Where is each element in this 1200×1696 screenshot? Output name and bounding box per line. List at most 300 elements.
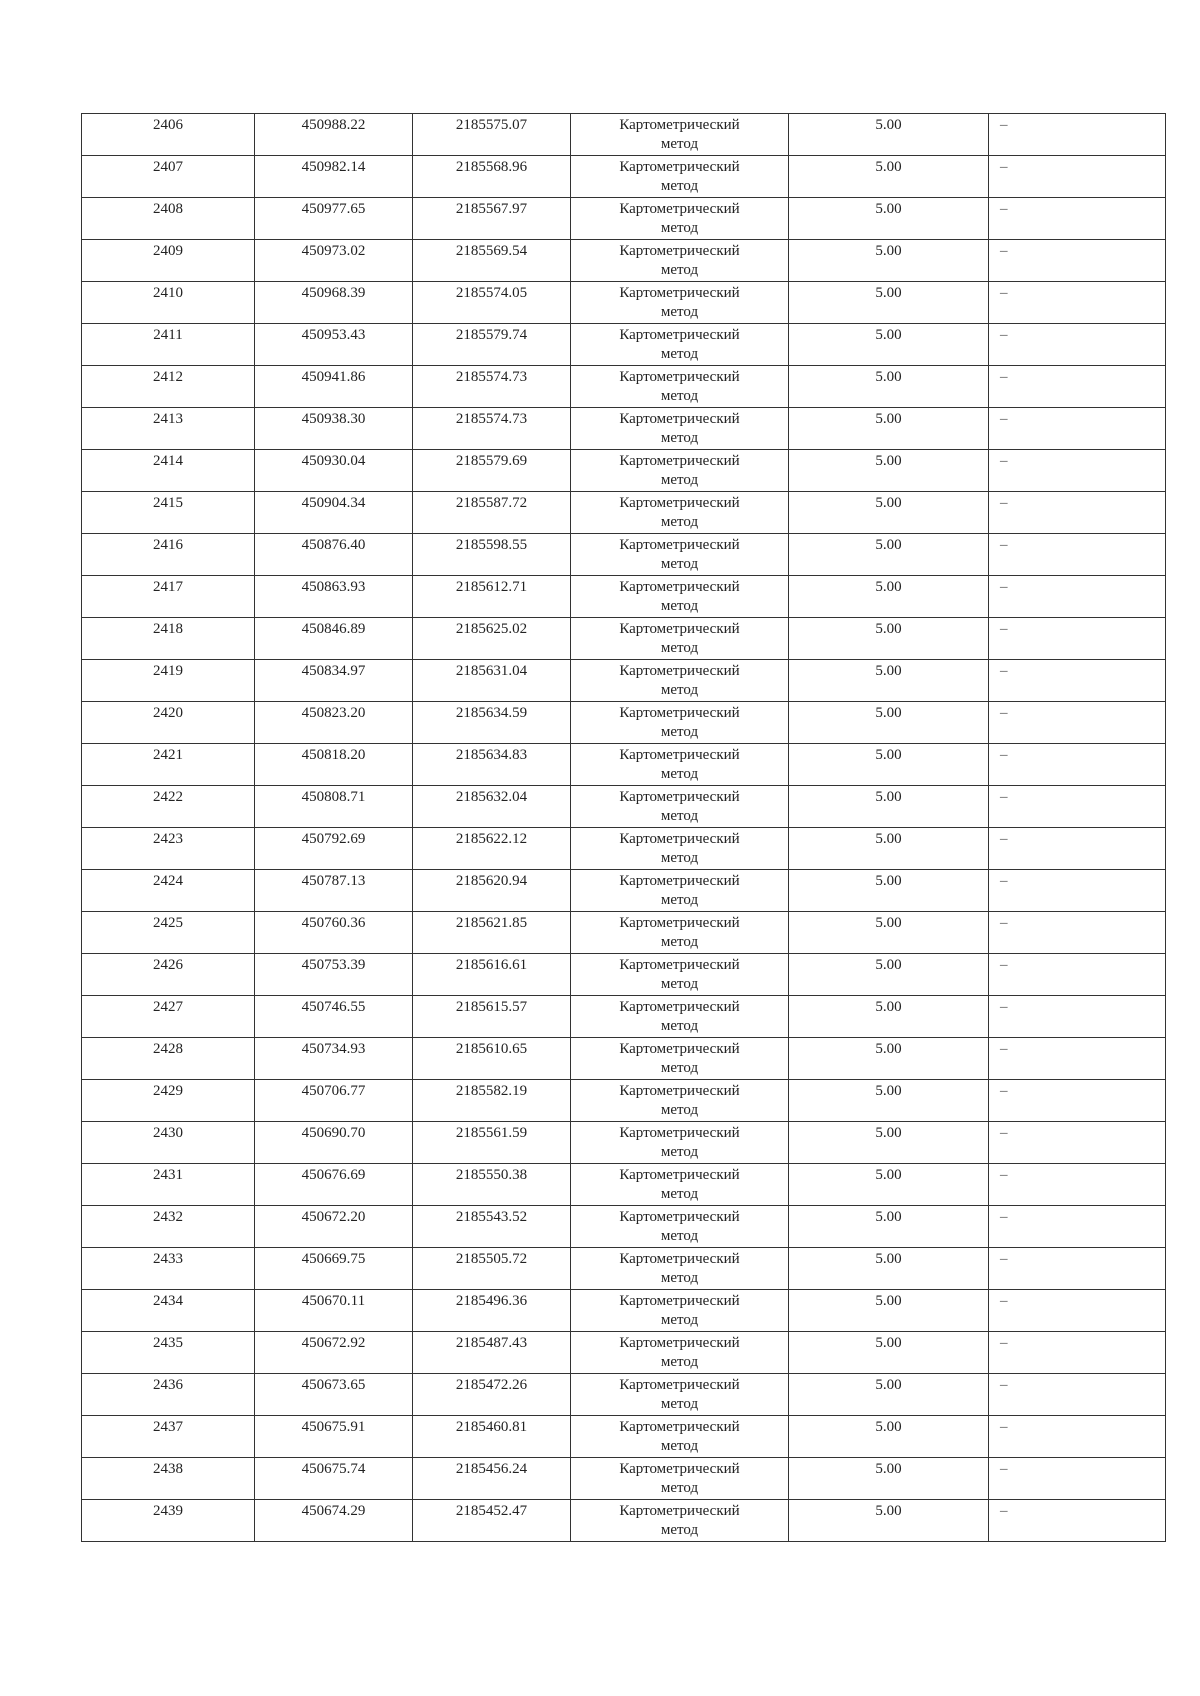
x-coordinate-cell: 450930.04	[255, 450, 413, 492]
table-row	[82, 534, 1166, 576]
method-line-2: метод	[660, 136, 699, 152]
description-cell: –	[989, 114, 1166, 156]
y-coordinate-cell: 2185616.61	[413, 954, 571, 996]
method-line-2: метод	[660, 598, 699, 614]
table-row	[82, 1374, 1166, 1416]
table-row	[82, 996, 1166, 1038]
point-number-cell: 2431	[82, 1164, 255, 1206]
table-row	[82, 1122, 1166, 1164]
y-coordinate-cell: 2185587.72	[413, 492, 571, 534]
accuracy-cell: 5.00	[789, 1080, 989, 1122]
accuracy-cell: 5.00	[789, 1332, 989, 1374]
point-number-cell: 2425	[82, 912, 255, 954]
x-coordinate-cell: 450787.13	[255, 870, 413, 912]
accuracy-cell: 5.00	[789, 870, 989, 912]
x-coordinate-cell: 450676.69	[255, 1164, 413, 1206]
x-coordinate-cell: 450863.93	[255, 576, 413, 618]
y-coordinate-cell: 2185622.12	[413, 828, 571, 870]
method-line-1: Картометрический	[619, 1041, 740, 1057]
accuracy-cell: 5.00	[789, 324, 989, 366]
point-number-cell: 2407	[82, 156, 255, 198]
accuracy-cell: 5.00	[789, 660, 989, 702]
description-cell: –	[989, 576, 1166, 618]
table-row	[82, 828, 1166, 870]
x-coordinate-cell: 450818.20	[255, 744, 413, 786]
y-coordinate-cell: 2185598.55	[413, 534, 571, 576]
description-cell: –	[989, 954, 1166, 996]
y-coordinate-cell: 2185621.85	[413, 912, 571, 954]
description-cell: –	[989, 1416, 1166, 1458]
x-coordinate-cell: 450941.86	[255, 366, 413, 408]
y-coordinate-cell: 2185505.72	[413, 1248, 571, 1290]
method-line-2: метод	[660, 1186, 699, 1202]
x-coordinate-cell: 450904.34	[255, 492, 413, 534]
point-number-cell: 2436	[82, 1374, 255, 1416]
description-cell: –	[989, 1332, 1166, 1374]
x-coordinate-cell: 450968.39	[255, 282, 413, 324]
description-cell: –	[989, 660, 1166, 702]
table-row	[82, 114, 1166, 156]
x-coordinate-cell: 450673.65	[255, 1374, 413, 1416]
point-number-cell: 2433	[82, 1248, 255, 1290]
y-coordinate-cell: 2185632.04	[413, 786, 571, 828]
y-coordinate-cell: 2185550.38	[413, 1164, 571, 1206]
table-row	[82, 156, 1166, 198]
accuracy-cell: 5.00	[789, 534, 989, 576]
method-cell	[571, 954, 789, 996]
method-cell	[571, 996, 789, 1038]
method-line-1: Картометрический	[619, 1503, 740, 1519]
table-row	[82, 1332, 1166, 1374]
accuracy-cell: 5.00	[789, 1416, 989, 1458]
method-line-1: Картометрический	[619, 1125, 740, 1141]
coordinates-table	[81, 113, 1166, 1542]
point-number-cell: 2419	[82, 660, 255, 702]
table-row	[82, 1290, 1166, 1332]
accuracy-cell: 5.00	[789, 1500, 989, 1542]
x-coordinate-cell: 450834.97	[255, 660, 413, 702]
accuracy-cell: 5.00	[789, 1122, 989, 1164]
point-number-cell: 2410	[82, 282, 255, 324]
accuracy-cell: 5.00	[789, 744, 989, 786]
method-line-1: Картометрический	[619, 957, 740, 973]
table-row	[82, 1500, 1166, 1542]
method-line-1: Картометрический	[619, 495, 740, 511]
method-cell	[571, 1374, 789, 1416]
accuracy-cell: 5.00	[789, 912, 989, 954]
point-number-cell: 2406	[82, 114, 255, 156]
description-cell: –	[989, 282, 1166, 324]
table-row	[82, 198, 1166, 240]
description-cell: –	[989, 198, 1166, 240]
description-cell: –	[989, 240, 1166, 282]
method-cell	[571, 576, 789, 618]
x-coordinate-cell: 450953.43	[255, 324, 413, 366]
x-coordinate-cell: 450808.71	[255, 786, 413, 828]
y-coordinate-cell: 2185582.19	[413, 1080, 571, 1122]
method-line-2: метод	[660, 1228, 699, 1244]
table-row	[82, 282, 1166, 324]
method-line-2: метод	[660, 1480, 699, 1496]
point-number-cell: 2423	[82, 828, 255, 870]
method-line-2: метод	[660, 1270, 699, 1286]
table-row	[82, 240, 1166, 282]
method-line-2: метод	[660, 934, 699, 950]
table-row	[82, 1416, 1166, 1458]
point-number-cell: 2414	[82, 450, 255, 492]
point-number-cell: 2424	[82, 870, 255, 912]
point-number-cell: 2434	[82, 1290, 255, 1332]
x-coordinate-cell: 450792.69	[255, 828, 413, 870]
point-number-cell: 2416	[82, 534, 255, 576]
table-row	[82, 1038, 1166, 1080]
accuracy-cell: 5.00	[789, 996, 989, 1038]
method-cell	[571, 1332, 789, 1374]
x-coordinate-cell: 450760.36	[255, 912, 413, 954]
method-line-1: Картометрический	[619, 579, 740, 595]
point-number-cell: 2411	[82, 324, 255, 366]
x-coordinate-cell: 450674.29	[255, 1500, 413, 1542]
x-coordinate-cell: 450823.20	[255, 702, 413, 744]
y-coordinate-cell: 2185574.73	[413, 366, 571, 408]
description-cell: –	[989, 492, 1166, 534]
description-cell: –	[989, 1374, 1166, 1416]
x-coordinate-cell: 450675.91	[255, 1416, 413, 1458]
accuracy-cell: 5.00	[789, 156, 989, 198]
method-cell	[571, 828, 789, 870]
point-number-cell: 2408	[82, 198, 255, 240]
y-coordinate-cell: 2185579.69	[413, 450, 571, 492]
method-line-1: Картометрический	[619, 117, 740, 133]
accuracy-cell: 5.00	[789, 408, 989, 450]
x-coordinate-cell: 450706.77	[255, 1080, 413, 1122]
description-cell: –	[989, 366, 1166, 408]
table-row	[82, 1164, 1166, 1206]
description-cell: –	[989, 1500, 1166, 1542]
description-cell: –	[989, 618, 1166, 660]
accuracy-cell: 5.00	[789, 1248, 989, 1290]
y-coordinate-cell: 2185496.36	[413, 1290, 571, 1332]
point-number-cell: 2437	[82, 1416, 255, 1458]
accuracy-cell: 5.00	[789, 450, 989, 492]
method-line-2: метод	[660, 178, 699, 194]
method-cell	[571, 198, 789, 240]
table-row	[82, 366, 1166, 408]
description-cell: –	[989, 1458, 1166, 1500]
method-cell	[571, 660, 789, 702]
method-cell	[571, 1164, 789, 1206]
method-line-1: Картометрический	[619, 1335, 740, 1351]
y-coordinate-cell: 2185612.71	[413, 576, 571, 618]
y-coordinate-cell: 2185615.57	[413, 996, 571, 1038]
y-coordinate-cell: 2185631.04	[413, 660, 571, 702]
y-coordinate-cell: 2185472.26	[413, 1374, 571, 1416]
x-coordinate-cell: 450977.65	[255, 198, 413, 240]
method-cell	[571, 366, 789, 408]
method-cell	[571, 702, 789, 744]
y-coordinate-cell: 2185543.52	[413, 1206, 571, 1248]
y-coordinate-cell: 2185575.07	[413, 114, 571, 156]
method-line-2: метод	[660, 892, 699, 908]
method-line-2: метод	[660, 808, 699, 824]
y-coordinate-cell: 2185574.73	[413, 408, 571, 450]
method-line-2: метод	[660, 850, 699, 866]
y-coordinate-cell: 2185460.81	[413, 1416, 571, 1458]
table-row	[82, 702, 1166, 744]
y-coordinate-cell: 2185579.74	[413, 324, 571, 366]
method-line-1: Картометрический	[619, 1251, 740, 1267]
description-cell: –	[989, 1164, 1166, 1206]
method-line-2: метод	[660, 388, 699, 404]
description-cell: –	[989, 1122, 1166, 1164]
accuracy-cell: 5.00	[789, 1206, 989, 1248]
x-coordinate-cell: 450973.02	[255, 240, 413, 282]
accuracy-cell: 5.00	[789, 576, 989, 618]
method-cell	[571, 1206, 789, 1248]
table-row	[82, 870, 1166, 912]
y-coordinate-cell: 2185569.54	[413, 240, 571, 282]
y-coordinate-cell: 2185567.97	[413, 198, 571, 240]
method-line-1: Картометрический	[619, 369, 740, 385]
table-row	[82, 408, 1166, 450]
method-line-2: метод	[660, 430, 699, 446]
method-line-2: метод	[660, 1060, 699, 1076]
method-line-1: Картометрический	[619, 747, 740, 763]
description-cell: –	[989, 912, 1166, 954]
accuracy-cell: 5.00	[789, 1164, 989, 1206]
accuracy-cell: 5.00	[789, 198, 989, 240]
accuracy-cell: 5.00	[789, 240, 989, 282]
method-line-1: Картометрический	[619, 1167, 740, 1183]
method-cell	[571, 282, 789, 324]
y-coordinate-cell: 2185487.43	[413, 1332, 571, 1374]
coordinates-table-body	[82, 114, 1166, 1542]
method-cell	[571, 492, 789, 534]
method-cell	[571, 912, 789, 954]
accuracy-cell: 5.00	[789, 282, 989, 324]
y-coordinate-cell: 2185568.96	[413, 156, 571, 198]
x-coordinate-cell: 450672.92	[255, 1332, 413, 1374]
description-cell: –	[989, 744, 1166, 786]
description-cell: –	[989, 1080, 1166, 1122]
method-line-1: Картометрический	[619, 789, 740, 805]
accuracy-cell: 5.00	[789, 1290, 989, 1332]
method-line-2: метод	[660, 514, 699, 530]
y-coordinate-cell: 2185574.05	[413, 282, 571, 324]
method-line-1: Картометрический	[619, 537, 740, 553]
method-line-2: метод	[660, 1312, 699, 1328]
method-line-1: Картометрический	[619, 1293, 740, 1309]
point-number-cell: 2439	[82, 1500, 255, 1542]
method-line-2: метод	[660, 1102, 699, 1118]
point-number-cell: 2420	[82, 702, 255, 744]
point-number-cell: 2438	[82, 1458, 255, 1500]
accuracy-cell: 5.00	[789, 618, 989, 660]
description-cell: –	[989, 996, 1166, 1038]
method-cell	[571, 1500, 789, 1542]
y-coordinate-cell: 2185620.94	[413, 870, 571, 912]
description-cell: –	[989, 408, 1166, 450]
x-coordinate-cell: 450982.14	[255, 156, 413, 198]
accuracy-cell: 5.00	[789, 702, 989, 744]
point-number-cell: 2415	[82, 492, 255, 534]
method-line-1: Картометрический	[619, 201, 740, 217]
description-cell: –	[989, 1248, 1166, 1290]
table-row	[82, 954, 1166, 996]
method-line-1: Картометрический	[619, 999, 740, 1015]
method-cell	[571, 534, 789, 576]
method-line-1: Картометрический	[619, 1083, 740, 1099]
table-row	[82, 660, 1166, 702]
method-line-1: Картометрический	[619, 1461, 740, 1477]
method-line-2: метод	[660, 724, 699, 740]
table-row	[82, 1206, 1166, 1248]
method-line-1: Картометрический	[619, 1377, 740, 1393]
point-number-cell: 2417	[82, 576, 255, 618]
method-cell	[571, 324, 789, 366]
method-cell	[571, 1122, 789, 1164]
point-number-cell: 2422	[82, 786, 255, 828]
method-line-2: метод	[660, 1396, 699, 1412]
point-number-cell: 2412	[82, 366, 255, 408]
x-coordinate-cell: 450876.40	[255, 534, 413, 576]
table-row	[82, 1248, 1166, 1290]
table-row	[82, 1458, 1166, 1500]
point-number-cell: 2435	[82, 1332, 255, 1374]
method-line-2: метод	[660, 640, 699, 656]
y-coordinate-cell: 2185634.83	[413, 744, 571, 786]
method-cell	[571, 1458, 789, 1500]
point-number-cell: 2427	[82, 996, 255, 1038]
point-number-cell: 2413	[82, 408, 255, 450]
method-line-1: Картометрический	[619, 831, 740, 847]
method-cell	[571, 240, 789, 282]
accuracy-cell: 5.00	[789, 786, 989, 828]
x-coordinate-cell: 450669.75	[255, 1248, 413, 1290]
y-coordinate-cell: 2185456.24	[413, 1458, 571, 1500]
method-line-2: метод	[660, 220, 699, 236]
description-cell: –	[989, 324, 1166, 366]
method-line-1: Картометрический	[619, 621, 740, 637]
accuracy-cell: 5.00	[789, 1374, 989, 1416]
x-coordinate-cell: 450938.30	[255, 408, 413, 450]
method-cell	[571, 786, 789, 828]
x-coordinate-cell: 450675.74	[255, 1458, 413, 1500]
table-row	[82, 576, 1166, 618]
description-cell: –	[989, 702, 1166, 744]
method-line-1: Картометрический	[619, 1209, 740, 1225]
x-coordinate-cell: 450746.55	[255, 996, 413, 1038]
description-cell: –	[989, 870, 1166, 912]
table-row	[82, 618, 1166, 660]
method-cell	[571, 744, 789, 786]
description-cell: –	[989, 534, 1166, 576]
method-cell	[571, 618, 789, 660]
method-cell	[571, 1290, 789, 1332]
method-cell	[571, 114, 789, 156]
method-line-2: метод	[660, 304, 699, 320]
description-cell: –	[989, 1206, 1166, 1248]
y-coordinate-cell: 2185452.47	[413, 1500, 571, 1542]
method-cell	[571, 156, 789, 198]
method-line-2: метод	[660, 766, 699, 782]
y-coordinate-cell: 2185634.59	[413, 702, 571, 744]
accuracy-cell: 5.00	[789, 954, 989, 996]
point-number-cell: 2426	[82, 954, 255, 996]
method-cell	[571, 1080, 789, 1122]
method-line-2: метод	[660, 472, 699, 488]
method-line-2: метод	[660, 1018, 699, 1034]
method-line-1: Картометрический	[619, 1419, 740, 1435]
accuracy-cell: 5.00	[789, 366, 989, 408]
x-coordinate-cell: 450734.93	[255, 1038, 413, 1080]
method-line-2: метод	[660, 976, 699, 992]
description-cell: –	[989, 1290, 1166, 1332]
method-line-1: Картометрический	[619, 873, 740, 889]
method-line-2: метод	[660, 1354, 699, 1370]
table-row	[82, 786, 1166, 828]
accuracy-cell: 5.00	[789, 828, 989, 870]
point-number-cell: 2429	[82, 1080, 255, 1122]
table-row	[82, 912, 1166, 954]
method-line-1: Картометрический	[619, 915, 740, 931]
method-line-1: Картометрический	[619, 243, 740, 259]
method-line-2: метод	[660, 1144, 699, 1160]
method-cell	[571, 870, 789, 912]
description-cell: –	[989, 1038, 1166, 1080]
x-coordinate-cell: 450753.39	[255, 954, 413, 996]
x-coordinate-cell: 450672.20	[255, 1206, 413, 1248]
point-number-cell: 2430	[82, 1122, 255, 1164]
accuracy-cell: 5.00	[789, 1038, 989, 1080]
point-number-cell: 2421	[82, 744, 255, 786]
method-line-1: Картометрический	[619, 327, 740, 343]
point-number-cell: 2432	[82, 1206, 255, 1248]
description-cell: –	[989, 786, 1166, 828]
method-cell	[571, 1248, 789, 1290]
table-row	[82, 492, 1166, 534]
method-line-2: метод	[660, 262, 699, 278]
y-coordinate-cell: 2185561.59	[413, 1122, 571, 1164]
table-row	[82, 744, 1166, 786]
method-line-2: метод	[660, 1522, 699, 1538]
x-coordinate-cell: 450690.70	[255, 1122, 413, 1164]
table-row	[82, 450, 1166, 492]
method-line-2: метод	[660, 346, 699, 362]
method-line-1: Картометрический	[619, 453, 740, 469]
point-number-cell: 2418	[82, 618, 255, 660]
method-line-1: Картометрический	[619, 285, 740, 301]
method-cell	[571, 450, 789, 492]
accuracy-cell: 5.00	[789, 114, 989, 156]
y-coordinate-cell: 2185625.02	[413, 618, 571, 660]
accuracy-cell: 5.00	[789, 492, 989, 534]
description-cell: –	[989, 156, 1166, 198]
accuracy-cell: 5.00	[789, 1458, 989, 1500]
method-line-1: Картометрический	[619, 159, 740, 175]
method-line-1: Картометрический	[619, 663, 740, 679]
method-line-2: метод	[660, 556, 699, 572]
table-row	[82, 324, 1166, 366]
method-line-1: Картометрический	[619, 411, 740, 427]
method-line-2: метод	[660, 682, 699, 698]
point-number-cell: 2409	[82, 240, 255, 282]
point-number-cell: 2428	[82, 1038, 255, 1080]
x-coordinate-cell: 450988.22	[255, 114, 413, 156]
method-cell	[571, 1038, 789, 1080]
method-line-1: Картометрический	[619, 705, 740, 721]
y-coordinate-cell: 2185610.65	[413, 1038, 571, 1080]
